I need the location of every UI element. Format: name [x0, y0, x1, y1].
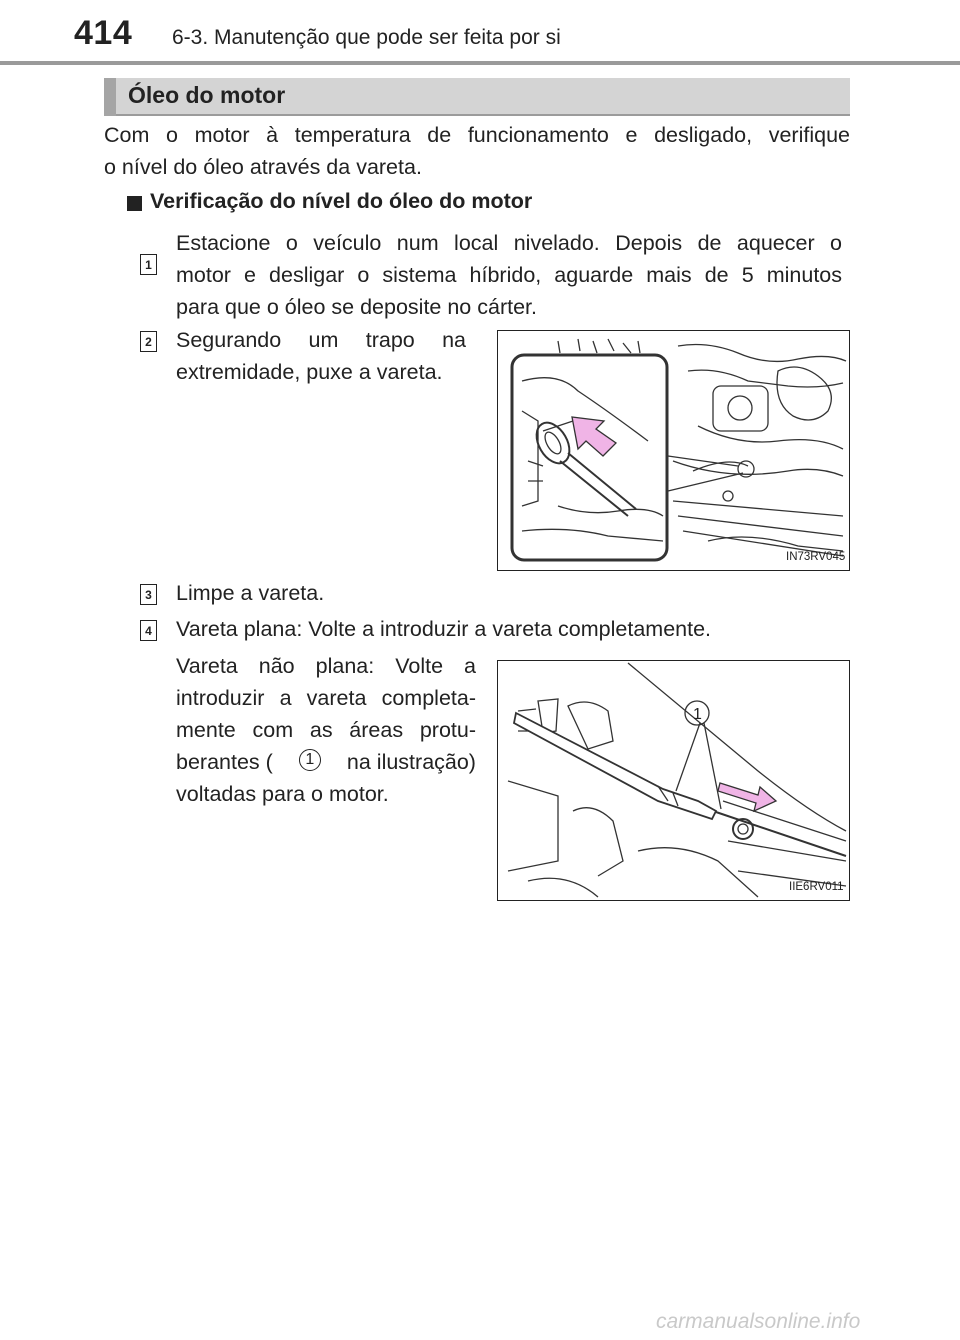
- subheading: Verificação do nível do óleo do motor: [150, 189, 533, 213]
- pull-arrow: [572, 417, 616, 456]
- header-rule: [0, 61, 960, 65]
- figure-1-code: IN73RV045: [786, 551, 846, 563]
- page-number: 414: [74, 14, 133, 52]
- step-4-text: Vareta plana: Volte a introduzir a vareta completamente.: [176, 617, 712, 641]
- line-4-before: berantes (: [176, 750, 273, 774]
- figure-2-callout: 1: [693, 706, 702, 723]
- step-3-badge: 3: [140, 584, 157, 605]
- step-4-extra-line-5: voltadas para o motor.: [176, 782, 389, 806]
- step-2-text: [176, 324, 466, 388]
- figure-dipstick-pull: [497, 330, 850, 571]
- line-4-after: na ilustração): [346, 750, 476, 774]
- step-4-extra-text: [176, 650, 476, 810]
- section-accent: [104, 78, 116, 116]
- step-3-text: Limpe a vareta.: [176, 581, 325, 605]
- chapter-title: 6-3. Manutenção que pode ser feita por si: [172, 26, 561, 49]
- intro-line-1: Com o motor à temperatura de funcionamento e desligado, verifique: [104, 123, 850, 147]
- intro-line-2: o nível do óleo através da vareta.: [104, 155, 422, 179]
- step-4-badge: 4: [140, 620, 157, 641]
- step-1-line-2: motor e desligar o sistema híbrido, aguarde mais de 5 minutos: [176, 263, 842, 287]
- engine-illustration-2: [498, 661, 848, 899]
- step-1-line-3: para que o óleo se deposite no cárter.: [176, 295, 537, 319]
- section-title: Óleo do motor: [128, 82, 286, 108]
- intro-paragraph: [104, 119, 850, 183]
- step-1-badge: 1: [140, 254, 157, 275]
- step-1-line-1: Estacione o veículo num local nivelado. Depois de aquecer o: [176, 231, 842, 255]
- figure-dipstick-insert: [497, 660, 850, 901]
- step-4-extra-line-3: mente com as áreas protu-: [176, 718, 476, 742]
- engine-illustration-1: [498, 331, 848, 569]
- step-4-extra-line-2: introduzir a vareta completa-: [176, 686, 476, 710]
- insert-arrow: [718, 783, 776, 811]
- step-2-line-1: Segurando um trapo na: [176, 328, 466, 352]
- step-4-extra-line-4: [176, 746, 476, 778]
- step-2-line-2: extremidade, puxe a vareta.: [176, 360, 443, 384]
- step-1-text: [176, 227, 842, 323]
- callout-1-inline: 1: [299, 749, 321, 771]
- figure-2-code: IIE6RV011: [789, 881, 844, 893]
- step-4-extra-line-1: Vareta não plana: Volte a: [176, 654, 476, 678]
- subheading-bullet: [127, 196, 142, 211]
- watermark: carmanualsonline.info: [656, 1310, 861, 1333]
- step-2-badge: 2: [140, 331, 157, 352]
